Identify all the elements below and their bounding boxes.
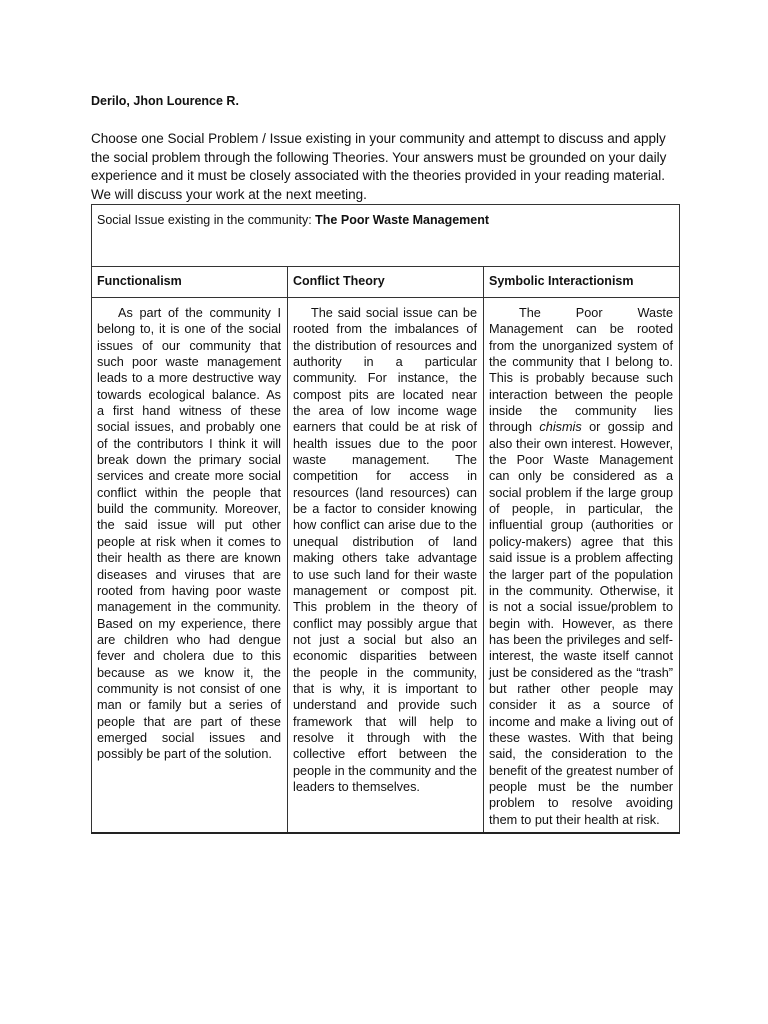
header-row [92,267,680,298]
symbolic-text-part-1: The Poor Waste Management can be rooted from the unorganized system of the community that I belong to. This is probably because such interaction between the people inside the community lies through [489,306,674,435]
author-name: Derilo, Jhon Lourence R. [91,94,239,108]
functionalism-text: As part of the community I belong to, it is one of the social issues of our community that such poor waste management leads to a more destructive way towards ecological balance. As a first hand witness of these social issues, and probably one of the contributors I think it will break down the primary social services and create more social conflict within the people that build the community. Moreover, the said issue will put other people at risk when it comes to their health as there are known diseases and viruses that are rooted from having poor waste management in the community. Based on my experience, there are children who had dengue fever and cholera due to this because as we know it, the community is not consist of one man or family but a series of people that are part of these emerged social issues and possibly be part of the solution. [97,306,281,762]
symbolic-text-part-2: or gossip and also their own interest. However, the Poor Waste Management can only be considered as a social problem if the large group of people, in particular, the influential group (authorities or policy-makers) agree that this said issue is a problem affecting the larger part of the population in the community. Otherwise, it is not a social issue/problem to begin with. However, as there has been the privileges and self-interest, the waste itself cannot just be considered as the “trash” but rather other people may consider it as a source of income and make a living out of these wastes. With that being said, the consideration to the benefit of the greatest number of people must be the number problem to resolve avoiding them to put their health at risk. [489,420,674,827]
header-conflict-theory: Conflict Theory [288,267,484,298]
body-row [92,298,680,834]
social-issue-label: Social Issue existing in the community: [97,213,316,227]
theories-table [91,204,680,834]
document-page [91,92,681,834]
functionalism-cell [92,298,288,834]
instructions-paragraph: Choose one Social Problem / Issue existing in your community and attempt to discuss and apply the social problem through the following Theories. Your answers must be grounded on your daily experience and it must be closely associated with the theories provided in your reading material. We will discuss your work at the next meeting. [91,131,667,202]
symbolic-interactionism-cell [484,298,680,834]
symbolic-interactionism-text [489,305,673,828]
conflict-theory-text: The said social issue can be rooted from the imbalances of the distribution of resources and authority in a particular community. For instance, the compost pits are located near the area of low income wage earners that could be at risk of health issues due to the poor waste management. The competition for access in resources (land resources) can be a factor to consider knowing how conflict can arise due to the unequal distribution of land making others take advantage to use such land for their waste management or compost pit. This problem in the theory of conflict may possibly argue that not just a social but also an economic disparities between the people in the community, that is why, it is important to understand and provide such framework that will help to resolve it through with the collective effort between the people in the community and the leaders to themselves. [293,306,477,794]
issue-row [92,205,680,267]
header-functionalism: Functionalism [92,267,288,298]
symbolic-text-emphasis: chismis [539,420,582,435]
header-symbolic-interactionism: Symbolic Interactionism [484,267,680,298]
conflict-theory-cell [288,298,484,834]
social-issue-cell [92,205,680,267]
social-issue-value: The Poor Waste Management [315,213,490,227]
